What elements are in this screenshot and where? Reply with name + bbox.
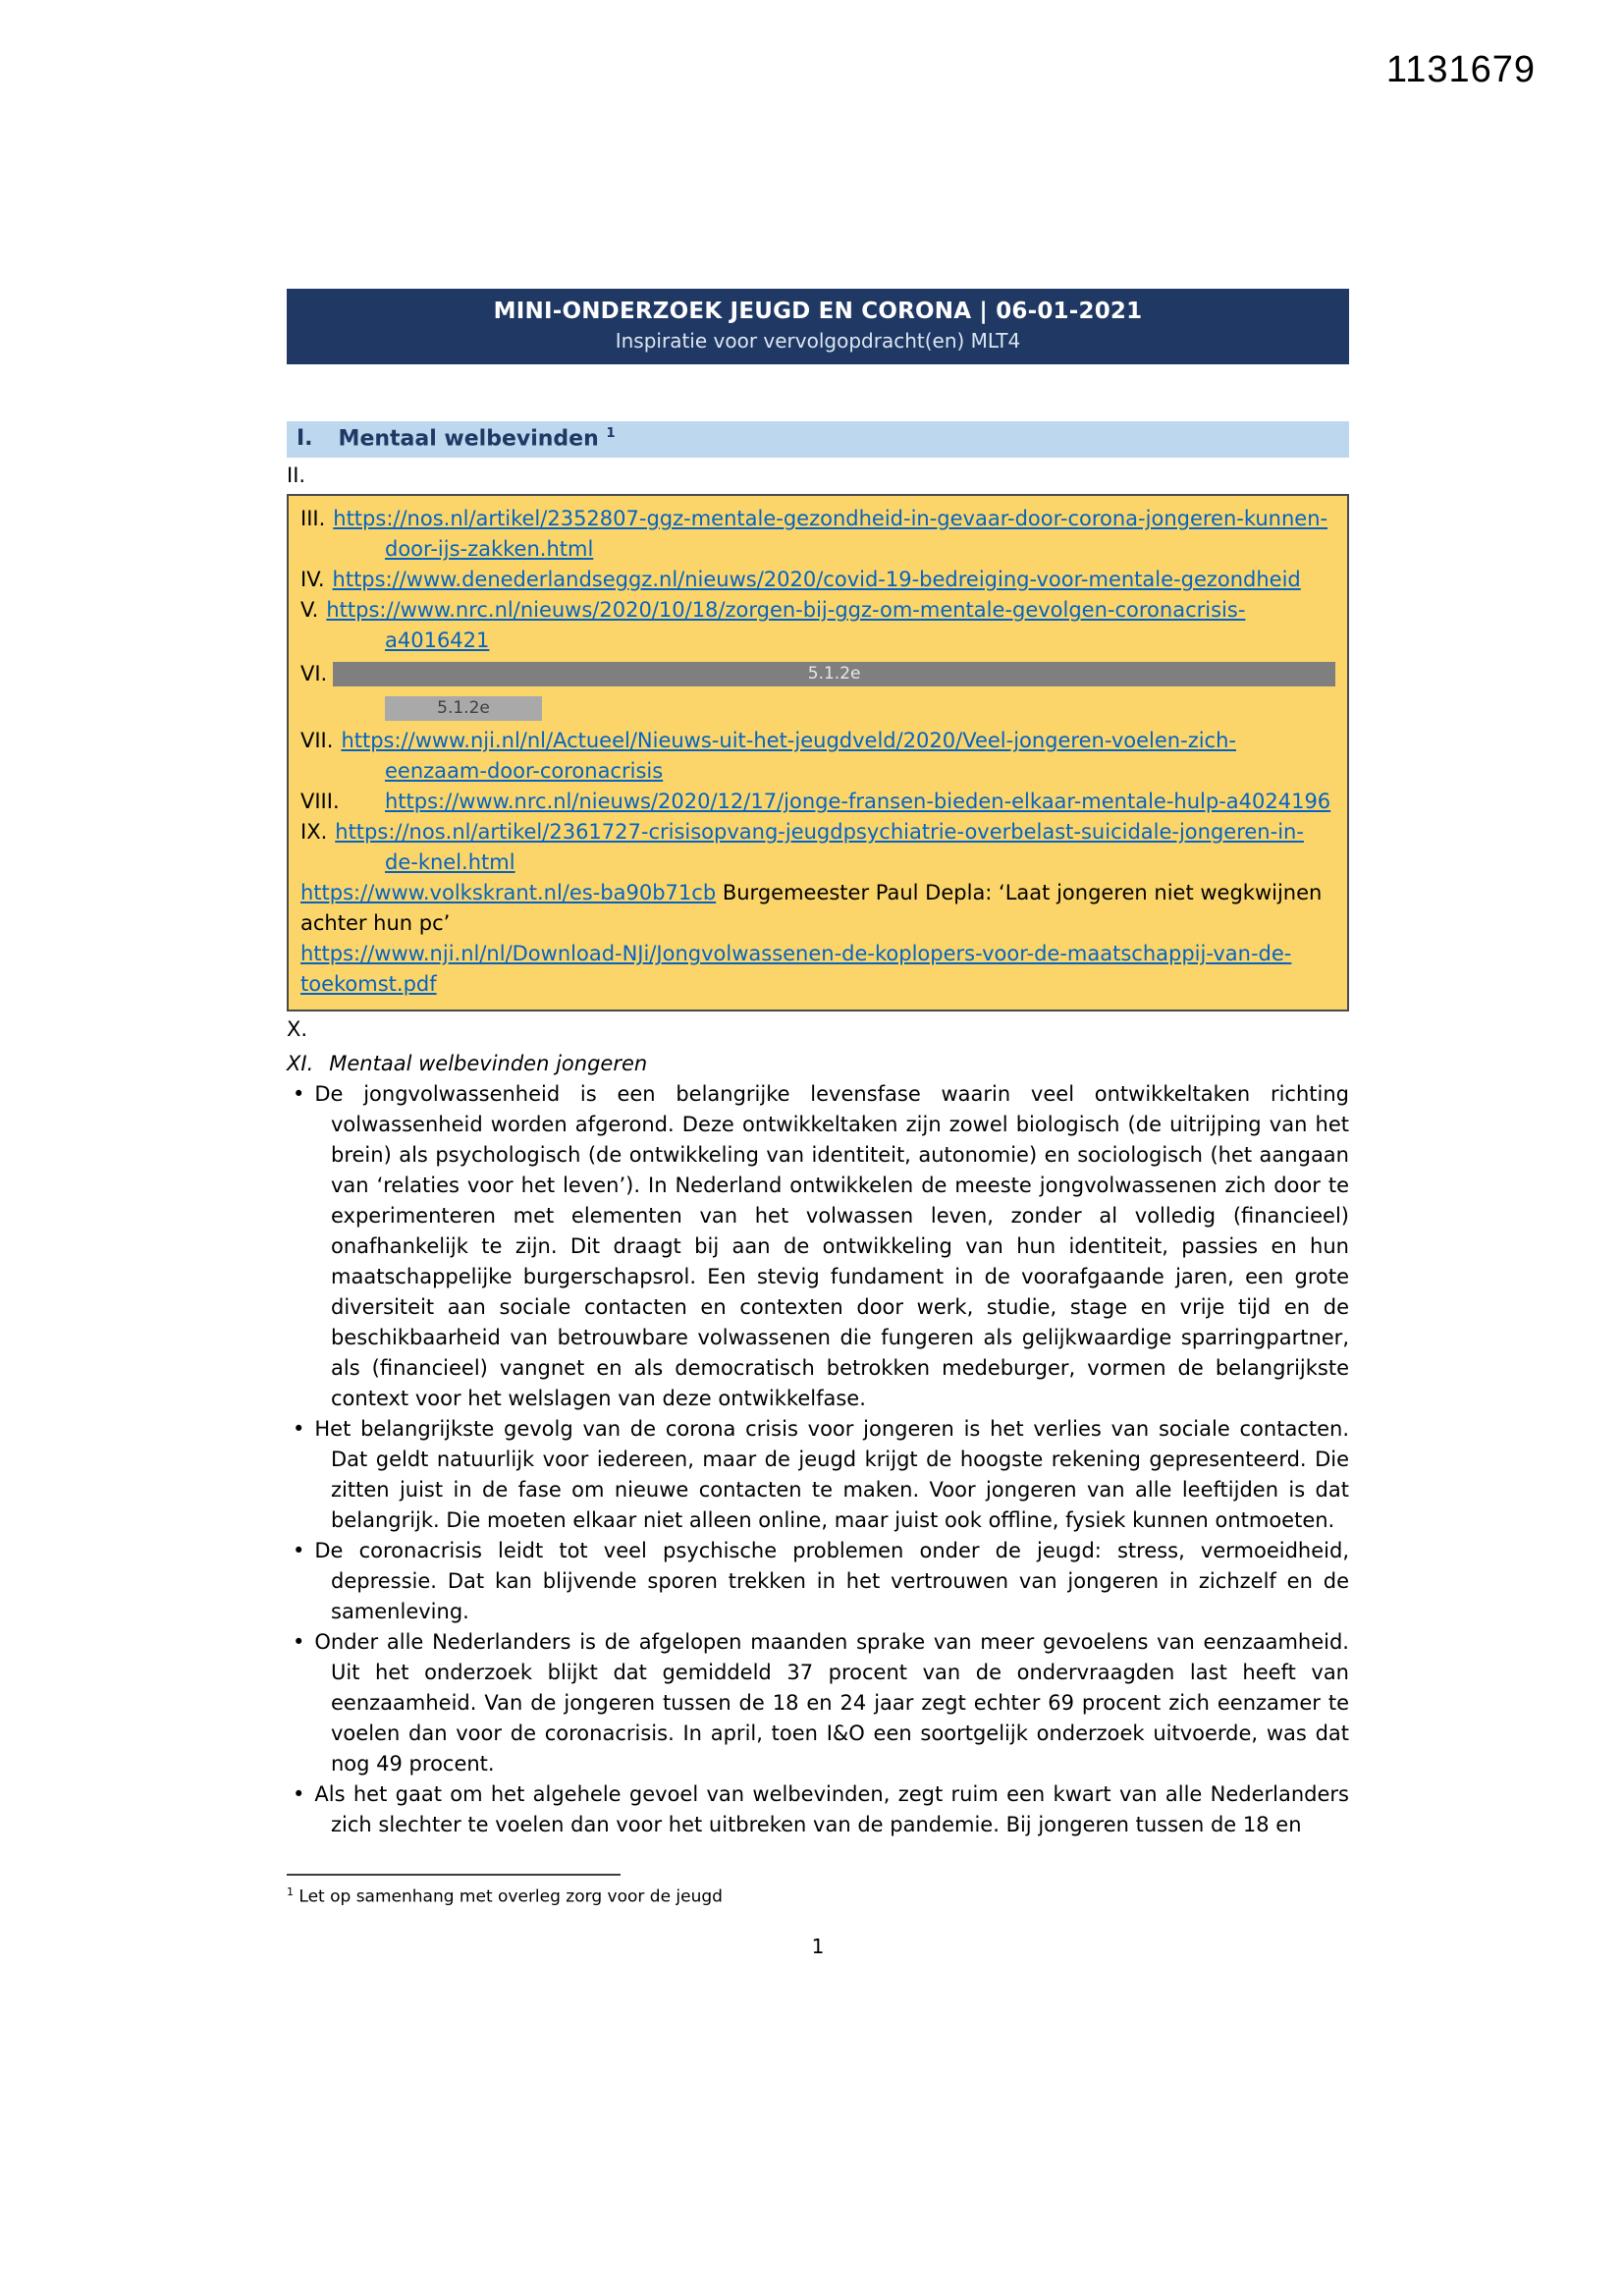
footnote-marker: 1 (287, 1886, 294, 1899)
redacted-item (300, 659, 1335, 689)
link-box (287, 494, 1349, 1011)
bullet-list (287, 1079, 1349, 1840)
bullet-item: • Onder alle Nederlanders is de afgelopen maanden sprake van meer gevoelens van eenzaamheid. Uit het onderzoek blijkt dat gemiddeld 37 procent van de ondervraagden last heeft van eenzaamheid. Van de jongeren tussen de 18 en 24 jaar zegt echter 69 procent zich eenzamer te voelen dan voor de coronacrisis. In april, toen I&O een soortgelijk onderzoek uitvoerde, was dat nog 49 procent. (287, 1627, 1349, 1779)
link-item (300, 787, 1335, 817)
redaction-bar-small: 5.1.2e (385, 696, 542, 721)
document-title: MINI-ONDERZOEK JEUGD EN CORONA | 06-01-2021 (493, 299, 1143, 324)
list-numeral: VI. (300, 662, 328, 686)
list-numeral: III. (300, 507, 326, 531)
subsection-title: Mentaal welbevinden jongeren (329, 1052, 648, 1076)
hyperlink[interactable]: https://www.nji.nl/nl/Download-NJi/Jongvolwassenen-de-koplopers-voor-de-maatschappij-van-de-toekomst.pdf (300, 942, 1292, 997)
link-item (300, 939, 1335, 1000)
link-item (300, 878, 1335, 939)
hyperlink[interactable]: https://www.nji.nl/nl/Actueel/Nieuws-uit-het-jeugdveld/2020/Veel-jongeren-voelen-zich-eenzaam-door-coronacrisis (341, 729, 1236, 784)
title-banner (287, 289, 1349, 364)
outline-item-ii: II. (287, 464, 306, 488)
list-numeral: VIII. (300, 790, 340, 814)
link-item (300, 817, 1335, 878)
hyperlink[interactable]: https://www.nrc.nl/nieuws/2020/10/18/zorgen-bij-ggz-om-mentale-gevolgen-coronacrisis-a4016421 (326, 598, 1246, 653)
link-item (300, 504, 1335, 565)
bullet-item: • De jongvolwassenheid is een belangrijke levensfase waarin veel ontwikkeltaken richting volwassenheid worden afgerond. Deze ontwikkeltaken zijn zowel biologisch (de uitrijping van het brein) als psychologisch (de ontwikkeling van identiteit, autonomie) en sociologisch (het aangaan van ‘relaties voor het leven’). In Nederland ontwikkelen de meeste jongvolwassenen zich door te experimenteren met elementen van het volwassen leven, zonder al volledig (financieel) onafhankelijk te zijn. Dit draagt bij aan de ontwikkeling van hun identiteit, passies en hun maatschappelijke burgerschapsrol. Een stevig fundament in de voorafgaande jaren, een grote diversiteit aan sociale contacten en contexten door werk, studie, stage en vrije tijd en de beschikbaarheid van betrouwbare volwassenen die fungeren als gelijkwaardige sparringpartner, als (financieel) vangnet en als democratisch betrokken medeburger, vormen de belangrijkste context voor het welslagen van deze ontwikkelfase. (287, 1079, 1349, 1414)
section-title: Mentaal welbevinden (338, 426, 599, 452)
bullet-item: • Het belangrijkste gevolg van de corona crisis voor jongeren is het verlies van sociale contacten. Dat geldt natuurlijk voor iedereen, maar de jeugd krijgt de hoogste rekening gepresenteerd. Die zitten juist in de fase om nieuwe contacten te maken. Voor jongeren van alle leeftijden is dat belangrijk. Die moeten elkaar niet alleen online, maar juist ook offline, fysiek kunnen ontmoeten. (287, 1414, 1349, 1536)
footnote-text: Let op samenhang met overleg zorg voor de jeugd (298, 1886, 723, 1907)
page-content (287, 289, 1349, 1958)
hyperlink[interactable]: https://www.denederlandseggz.nl/nieuws/2020/covid-19-bedreiging-voor-mentale-gezondheid (332, 568, 1301, 592)
list-numeral: VII. (300, 729, 334, 753)
section-numeral: I. (297, 426, 313, 452)
section-heading (287, 421, 1349, 458)
bullet-item: • De coronacrisis leidt tot veel psychische problemen onder de jeugd: stress, vermoeidheid, depressie. Dat kan blijvende sporen trekken in het vertrouwen van jongeren in zichzelf en de samenleving. (287, 1536, 1349, 1627)
list-numeral: IX. (300, 820, 328, 845)
document-id-number: 1131679 (1385, 49, 1536, 90)
list-numeral: IV. (300, 568, 325, 592)
hyperlink[interactable]: https://www.volkskrant.nl/es-ba90b71cb (300, 881, 717, 905)
link-item (300, 595, 1335, 656)
link-item (300, 726, 1335, 787)
footnote-reference: 1 (606, 426, 616, 441)
list-numeral: V. (300, 598, 319, 623)
outline-item-x: X. (287, 1017, 308, 1042)
hyperlink[interactable]: https://nos.nl/artikel/2352807-ggz-mentale-gezondheid-in-gevaar-door-corona-jongeren-kunnen-door-ijs-zakken.html (333, 507, 1328, 562)
hyperlink[interactable]: https://www.nrc.nl/nieuws/2020/12/17/jonge-fransen-bieden-elkaar-mentale-hulp-a4024196 (385, 790, 1331, 814)
bullet-item: • Als het gaat om het algehele gevoel van welbevinden, zegt ruim een kwart van alle Nederlanders zich slechter te voelen dan voor het uitbreken van de pandemie. Bij jongeren tussen de 18 en (287, 1779, 1349, 1840)
hyperlink[interactable]: https://nos.nl/artikel/2361727-crisisopvang-jeugdpsychiatrie-overbelast-suicidale-jongeren-in-de-knel.html (335, 820, 1304, 875)
link-item (300, 565, 1335, 595)
link-caption: Burgemeester Paul Depla: ‘Laat jongeren niet wegkwijnen achter hun pc’ (300, 881, 1323, 936)
document-subtitle: Inspiratie voor vervolgopdracht(en) MLT4 (615, 329, 1021, 353)
footnote-separator (287, 1874, 621, 1876)
redaction-bar-large: 5.1.2e (333, 662, 1335, 686)
redacted-item-secondary (300, 691, 1335, 722)
subsection-numeral: XI. (287, 1052, 314, 1076)
page-number: 1 (811, 1934, 825, 1958)
subsection-heading (287, 1048, 1349, 1079)
footnote (287, 1886, 1349, 1907)
